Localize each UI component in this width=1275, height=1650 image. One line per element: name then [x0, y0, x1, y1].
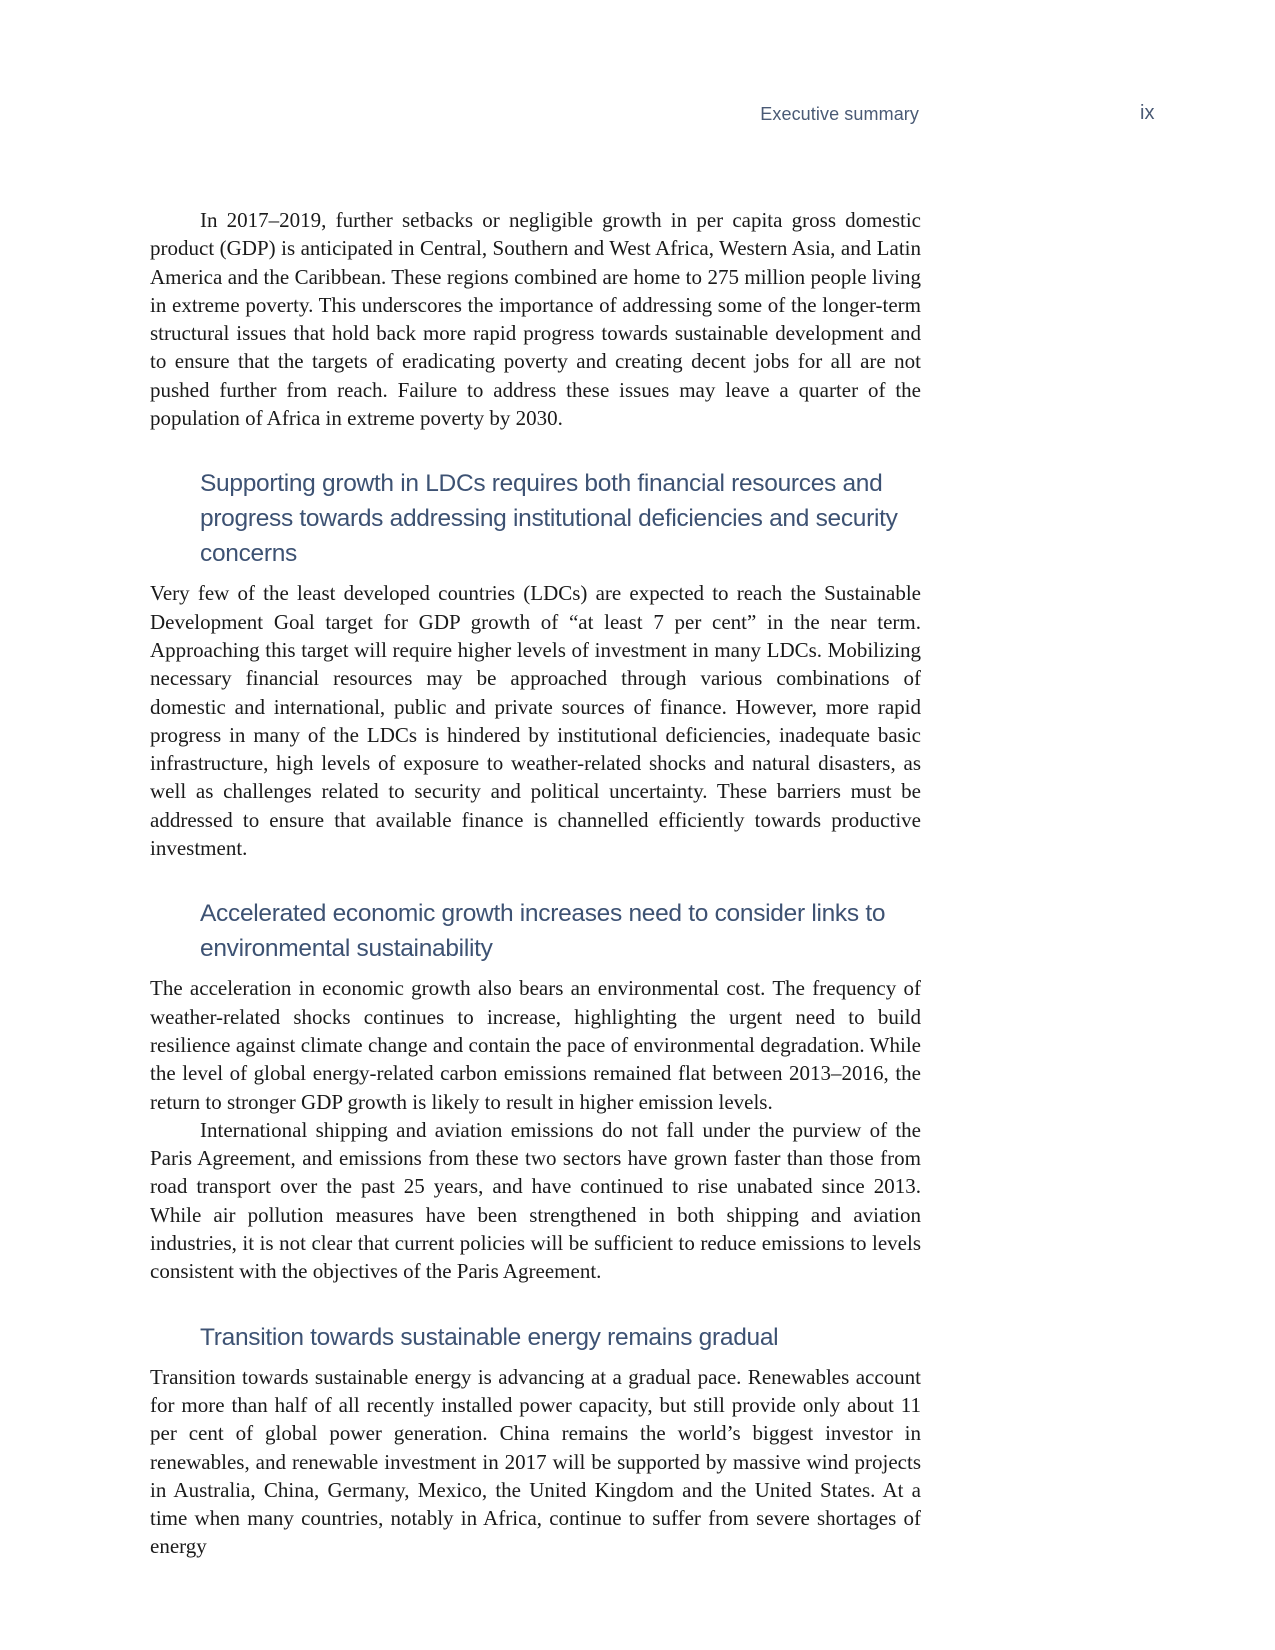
- body-paragraph: Very few of the least developed countries (LDCs) are expected to reach the Sustainable Development Goal target for GDP growth of “at least 7 per cent” in the near term. Approaching this target will require higher levels of investment in many LDCs. Mobilizing necessary financial resources may be approached through various combinations of domestic and international, public and private sources of finance. However, more rapid progress in many of the LDCs is hindered by institutional deficiencies, inadequate basic infrastructure, high levels of exposure to weather-related shocks and natural disasters, as well as challenges related to security and political uncertainty. These barriers must be addressed to ensure that available finance is channelled efficiently towards productive investment.: [150, 581, 921, 861]
- section-environmental-sustainability: [150, 896, 921, 1285]
- section-heading: Accelerated economic growth increases need to consider links to environmental sustainability: [200, 900, 886, 963]
- section-sustainable-energy: [150, 1320, 921, 1561]
- running-head-title: Executive summary: [760, 104, 919, 124]
- section-heading: Supporting growth in LDCs requires both financial resources and progress towards addressing institutional deficiencies and security concerns: [200, 470, 898, 568]
- section-heading: Transition towards sustainable energy remains gradual: [200, 1323, 779, 1351]
- intro-paragraph: In 2017–2019, further setbacks or negligible growth in per capita gross domestic product (GDP) is anticipated in Central, Southern and West Africa, Western Asia, and Latin America and the Caribbean. These regions combined are home to 275 million people living in extreme poverty. This underscores the importance of addressing some of the longer-term structural issues that hold back more rapid progress towards sustainable development and to ensure that the targets of eradicating poverty and creating decent jobs for all are not pushed further from reach. Failure to address these issues may leave a quarter of the population of Africa in extreme poverty by 2030.: [150, 208, 921, 431]
- section-ldc-growth: [150, 466, 921, 862]
- main-text-column: [150, 206, 921, 1561]
- body-paragraph: Transition towards sustainable energy is advancing at a gradual pace. Renewables account for more than half of all recently installed power capacity, but still provide only about 11 per cent of global power generation. China remains the world’s biggest investor in renewables, and renewable investment in 2017 will be supported by massive wind projects in Australia, China, Germany, Mexico, the United Kingdom and the United States. At a time when many countries, notably in Africa, continue to suffer from severe shortages of energy: [150, 1364, 921, 1559]
- page-number: ix: [1140, 102, 1155, 124]
- body-paragraph: The acceleration in economic growth also bears an environmental cost. The frequency of weather-related shocks continues to increase, highlighting the urgent need to build resilience against climate change and contain the pace of environmental degradation. While the level of global energy-related carbon emissions remained flat between 2013–2016, the return to stronger GDP growth is likely to result in higher emission levels.: [150, 976, 921, 1114]
- body-paragraph: International shipping and aviation emissions do not fall under the purview of the Paris Agreement, and emissions from these two sectors have grown faster than those from road transport over the past 25 years, and have continued to rise unabated since 2013. While air pollution measures have been strengthened in both shipping and aviation industries, it is not clear that current policies will be sufficient to reduce emissions to levels consistent with the objectives of the Paris Agreement.: [150, 1117, 921, 1284]
